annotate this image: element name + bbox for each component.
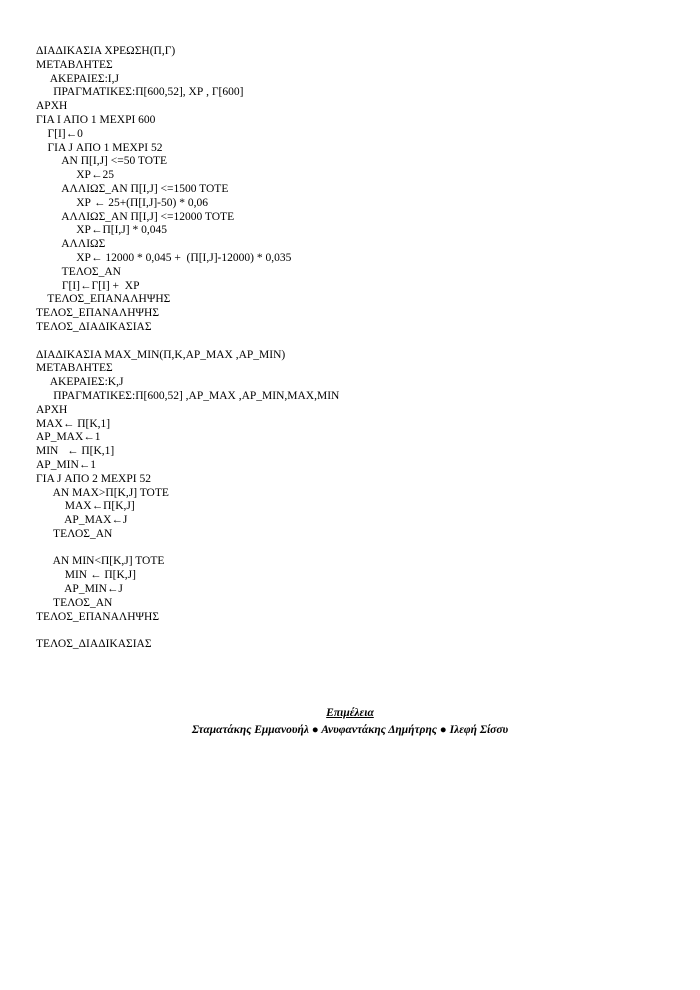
code-line: ΤΕΛΟΣ_ΔΙΑΔΙΚΑΣΙΑΣ xyxy=(36,638,152,651)
code-line: ΑΡ_ΜΙΝ←J xyxy=(36,583,123,596)
footer-title: Επιμέλεια xyxy=(326,707,374,719)
code-line-blank xyxy=(36,624,656,638)
code-line-blank xyxy=(36,542,656,556)
code-line: ΑΡΧΗ xyxy=(36,100,68,113)
code-line: ΧΡ←25 xyxy=(36,169,114,182)
code-line: ΑΚΕΡΑΙΕΣ:Κ,J xyxy=(36,376,124,389)
code-line: ΤΕΛΟΣ_ΑΝ xyxy=(36,527,113,540)
code-line: ΜΕΤΑΒΛΗΤΕΣ xyxy=(36,362,113,375)
code-line: ΧΡ←Π[Ι,J] * 0,045 xyxy=(36,224,167,237)
pseudocode-block xyxy=(36,45,656,652)
code-line: ΑΡΧΗ xyxy=(36,403,68,416)
code-line: ΑΡ_ΜΑΧ←J xyxy=(36,514,128,527)
code-line: ΑΝ ΜΑΧ>Π[Κ,J] ΤΟΤΕ xyxy=(36,486,169,499)
code-line: Γ[Ι]←0 xyxy=(36,127,83,140)
code-line: ΑΡ_ΜΑΧ←1 xyxy=(36,431,101,444)
code-line: ΜΑΧ← Π[Κ,1] xyxy=(36,417,111,430)
code-line: ΑΛΛΙΩΣ xyxy=(36,238,106,251)
code-line: ΠΡΑΓΜΑΤΙΚΕΣ:Π[600,52], ΧΡ , Γ[600] xyxy=(36,86,244,99)
code-line: ΑΡ_ΜΙΝ←1 xyxy=(36,458,97,471)
footer-credits: Σταματάκης Εμμανουήλ ● Ανυφαντάκης Δημήτρης ● Ιλεφή Σίσσυ xyxy=(191,724,509,736)
code-line: ΓΙΑ Ι ΑΠΟ 1 ΜΕΧΡΙ 600 xyxy=(36,113,156,126)
code-line: ΜΕΤΑΒΛΗΤΕΣ xyxy=(36,58,113,71)
code-line: ΓΙΑ J ΑΠΟ 2 ΜΕΧΡΙ 52 xyxy=(36,472,151,485)
code-line: ΠΡΑΓΜΑΤΙΚΕΣ:Π[600,52] ,ΑΡ_ΜΑΧ ,ΑΡ_ΜΙΝ,ΜΑΧ,ΜΙΝ xyxy=(36,389,340,402)
code-line: ΤΕΛΟΣ_ΕΠΑΝΑΛΗΨΗΣ xyxy=(36,293,171,306)
code-line: ΤΕΛΟΣ_ΑΝ xyxy=(36,265,121,278)
code-line: ΜΑΧ←Π[Κ,J] xyxy=(36,500,135,513)
document-footer xyxy=(0,706,700,738)
code-line: ΧΡ← 12000 * 0,045 + (Π[Ι,J]-12000) * 0,035 xyxy=(36,251,292,264)
code-line: ΓΙΑ J ΑΠΟ 1 ΜΕΧΡΙ 52 xyxy=(36,141,163,154)
code-line: ΤΕΛΟΣ_ΔΙΑΔΙΚΑΣΙΑΣ xyxy=(36,320,152,333)
code-line: ΤΕΛΟΣ_ΕΠΑΝΑΛΗΨΗΣ xyxy=(36,307,160,320)
code-line: Γ[Ι]←Γ[Ι] + ΧΡ xyxy=(36,279,140,292)
code-line: ΧΡ ← 25+(Π[Ι,J]-50) * 0,06 xyxy=(36,196,208,209)
code-line: ΔΙΑΔΙΚΑΣΙΑ ΜΑΧ_ΜΙΝ(Π,Κ,ΑΡ_ΜΑΧ ,ΑΡ_ΜΙΝ) xyxy=(36,348,286,361)
code-line: ΔΙΑΔΙΚΑΣΙΑ ΧΡΕΩΣΗ(Π,Γ) xyxy=(36,45,176,57)
code-line: ΤΕΛΟΣ_ΑΝ xyxy=(36,596,113,609)
code-line: ΑΛΛΙΩΣ_ΑΝ Π[Ι,J] <=12000 ΤΟΤΕ xyxy=(36,210,235,223)
code-line: ΜΙΝ ← Π[Κ,J] xyxy=(36,569,136,582)
code-line: ΑΝ Π[Ι,J] <=50 ΤΟΤΕ xyxy=(36,155,168,168)
code-line: ΜΙΝ ← Π[Κ,1] xyxy=(36,445,115,458)
code-line: ΑΚΕΡΑΙΕΣ:Ι,J xyxy=(36,72,119,85)
code-line: ΑΝ ΜΙΝ<Π[Κ,J] ΤΟΤΕ xyxy=(36,555,165,568)
code-line: ΤΕΛΟΣ_ΕΠΑΝΑΛΗΨΗΣ xyxy=(36,610,160,623)
code-line: ΑΛΛΙΩΣ_ΑΝ Π[Ι,J] <=1500 ΤΟΤΕ xyxy=(36,182,229,195)
code-line-blank xyxy=(36,335,656,349)
